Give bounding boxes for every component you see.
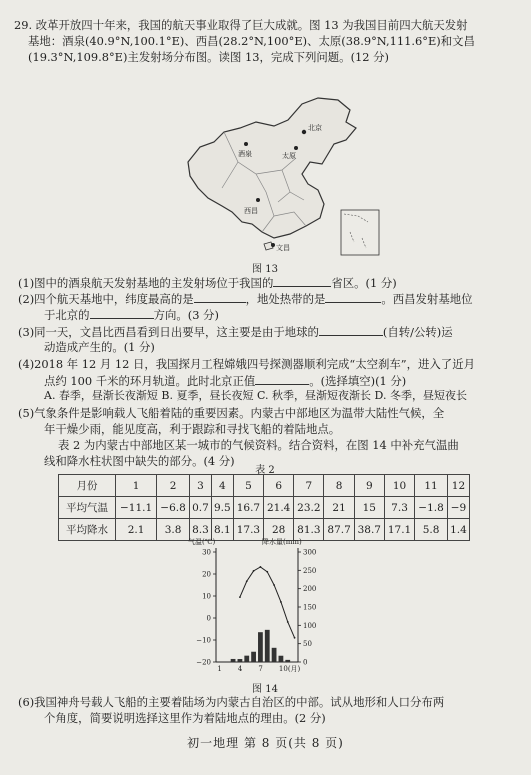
chart-x-tick-label-3: 10(月) xyxy=(278,665,301,673)
precip-bar-7 xyxy=(258,632,263,662)
q1-text-a: (1)图中的酒泉航天发射基地的主发射场位于我国的 xyxy=(18,276,274,290)
q5-line2: 年干燥少雨，能见度高，利于跟踪和寻找飞船的着陆地点。 xyxy=(44,422,341,436)
temp-point-11 xyxy=(287,621,289,623)
jiuquan-marker xyxy=(244,142,248,146)
beijing-marker xyxy=(302,130,306,134)
precip-bar-6 xyxy=(251,652,256,662)
q4-options: A. 春季，昼渐长夜渐短 B. 夏季，昼长夜短 C. 秋季，昼渐短夜渐长 D. 冬季，昼短夜长 xyxy=(44,389,467,402)
taiyuan-marker xyxy=(294,146,298,150)
chart-x-tick-label-0: 1 xyxy=(217,665,222,673)
climate-table xyxy=(58,474,470,541)
table-cell-precip-11: 5.8 xyxy=(415,519,448,541)
table-cell-month-12: 12 xyxy=(447,475,469,497)
table-cell-precip-5: 17.3 xyxy=(233,519,263,541)
table-cell-month-8: 8 xyxy=(324,475,354,497)
chart-right-tick-label-2: 200 xyxy=(303,585,317,594)
table-cell-temp-8: 21 xyxy=(324,497,354,519)
chart-left-tick-label-4: −10 xyxy=(196,636,211,645)
map-label-jiuquan: 酒泉 xyxy=(238,150,252,158)
temp-point-9 xyxy=(273,584,275,586)
table-cell-precip-4: 8.1 xyxy=(211,519,233,541)
q2-text-b: ，地处热带的是 xyxy=(245,292,326,306)
q6-line1: (6)我国神舟号载人飞船的主要着陆场为内蒙古自治区的中部。试从地形和人口分布两 xyxy=(18,695,445,709)
chart-left-tick-label-2: 10 xyxy=(202,592,211,601)
map-label-wenchang: 文昌 xyxy=(276,244,290,252)
q4-blank-season[interactable] xyxy=(255,373,309,385)
table-cell-month-3: 3 xyxy=(189,475,211,497)
page-footer: 初一地理 第 8 页(共 8 页) xyxy=(187,736,344,750)
q2-blank-highest-latitude[interactable] xyxy=(194,291,246,303)
temp-point-5 xyxy=(246,580,248,582)
table-cell-precip-9: 38.7 xyxy=(354,519,384,541)
table-cell-temp-9: 15 xyxy=(354,497,384,519)
chart-ylabel-left: 气温(℃) xyxy=(188,538,216,546)
q2-blank-direction[interactable] xyxy=(90,307,154,319)
q3-line2: 动造成产生的。(1 分) xyxy=(44,340,155,354)
q2-text-e: 方向。(3 分) xyxy=(153,308,219,322)
chart-x-tick-label-1: 4 xyxy=(237,665,243,673)
xichang-marker xyxy=(256,198,260,202)
temp-point-10 xyxy=(280,601,282,603)
chart-right-tick-label-1: 250 xyxy=(303,566,317,575)
precip-bar-9 xyxy=(272,648,277,662)
table-cell-month-4: 4 xyxy=(211,475,233,497)
table-cell-month-1: 1 xyxy=(116,475,157,497)
table-cell-temp-2: −6.8 xyxy=(157,497,190,519)
q1-line xyxy=(18,275,519,290)
precip-bar-4 xyxy=(238,659,243,662)
chart-right-tick-label-6: 0 xyxy=(303,658,308,667)
q2-text-c: 。西昌发射基地位 xyxy=(381,292,473,306)
table-precip-label: 平均降水 xyxy=(59,519,116,541)
question-intro-line2: 基地：酒泉(40.9°N,100.1°E)、西昌(28.2°N,100°E)、太原(38.9°N,111.6°E)和文昌 xyxy=(28,34,475,48)
table-cell-month-10: 10 xyxy=(384,475,414,497)
q2-text-a: (2)四个航天基地中，纬度最高的是 xyxy=(18,292,194,306)
precip-bar-5 xyxy=(244,656,249,662)
table-cell-month-11: 11 xyxy=(415,475,448,497)
temp-curve xyxy=(240,567,295,638)
wenchang-marker xyxy=(271,243,275,247)
temp-point-8 xyxy=(266,571,268,573)
table-cell-temp-11: −1.8 xyxy=(415,497,448,519)
chart-left-tick-label-0: 30 xyxy=(202,548,211,557)
temp-point-7 xyxy=(260,566,262,568)
chart-ylabel-right: 降水量(mm) xyxy=(262,538,302,546)
chart-right-tick-label-0: 300 xyxy=(303,548,317,557)
q3-line1 xyxy=(18,324,519,339)
table-row-temp xyxy=(59,497,470,519)
south-china-sea-inset xyxy=(341,210,379,255)
q3-text-a: (3)同一天，文昌比西昌看到日出要早，这主要是由于地球的 xyxy=(18,325,319,339)
china-outline xyxy=(188,98,356,238)
table-caption: 表 2 xyxy=(255,465,275,476)
temp-point-6 xyxy=(253,570,255,572)
table-cell-temp-6: 21.4 xyxy=(264,497,294,519)
table-cell-precip-1: 2.1 xyxy=(116,519,157,541)
precip-bar-11 xyxy=(285,660,290,662)
precip-bar-10 xyxy=(279,656,284,662)
q4-text-c: 。(选择填空)(1 分) xyxy=(309,374,407,388)
table-cell-precip-7: 81.3 xyxy=(294,519,324,541)
q2-line1 xyxy=(18,291,519,306)
q2-line2 xyxy=(44,307,519,322)
table-cell-temp-1: −11.1 xyxy=(116,497,157,519)
table-cell-temp-3: 0.7 xyxy=(189,497,211,519)
table-cell-precip-6: 28 xyxy=(264,519,294,541)
table-temp-label: 平均气温 xyxy=(59,497,116,519)
q1-blank-province[interactable] xyxy=(273,275,331,287)
q5-line1: (5)气象条件是影响载人飞船着陆的重要因素。内蒙古中部地区为温带大陆性气候，全 xyxy=(18,406,445,420)
china-map-figure xyxy=(178,92,383,257)
question-intro-line3: (19.3°N,109.8°E)主发射场分布图。读图 13，完成下列问题。(12 分) xyxy=(28,50,389,64)
table-cell-precip-12: 1.4 xyxy=(447,519,469,541)
q4-line2 xyxy=(44,373,519,388)
table-cell-month-5: 5 xyxy=(233,475,263,497)
chart-left-tick-label-5: −20 xyxy=(196,658,211,667)
table-cell-month-6: 6 xyxy=(264,475,294,497)
q3-blank-rotation[interactable] xyxy=(319,324,383,336)
precip-bar-3 xyxy=(231,659,236,662)
table-cell-temp-10: 7.3 xyxy=(384,497,414,519)
table-header-label: 月份 xyxy=(59,475,116,497)
chart-left-tick-label-1: 20 xyxy=(202,570,211,579)
q4-text-b: 点约 100 千米的环月轨道。此时北京正值 xyxy=(44,374,256,388)
table-cell-temp-12: −9 xyxy=(447,497,469,519)
q6-line2: 个角度，简要说明选择这里作为着陆地点的理由。(2 分) xyxy=(44,711,326,725)
table-cell-temp-7: 23.2 xyxy=(294,497,324,519)
table-row-months xyxy=(59,475,470,497)
temp-point-4 xyxy=(239,596,241,598)
table-cell-precip-2: 3.8 xyxy=(157,519,190,541)
q5-line4: 线和降水柱状图中缺失的部分。(4 分) xyxy=(44,454,235,468)
q1-text-b: 省区。(1 分) xyxy=(331,276,397,290)
chart-right-tick-label-5: 50 xyxy=(303,640,312,649)
climate-chart-svg xyxy=(186,534,326,678)
chart-caption: 图 14 xyxy=(252,684,278,695)
chart-right-tick-label-4: 100 xyxy=(303,621,317,630)
chart-right-tick-label-3: 150 xyxy=(303,603,317,612)
climate-chart xyxy=(186,534,326,678)
map-label-taiyuan: 太原 xyxy=(282,152,296,160)
q2-blank-tropical[interactable] xyxy=(325,291,381,303)
q4-line1: (4)2018 年 12 月 12 日，我国探月工程嫦娥四号探测器顺利完成“太空刹车”，进入了近月 xyxy=(18,357,475,371)
map-label-beijing: 北京 xyxy=(308,124,322,132)
map-caption: 图 13 xyxy=(252,264,278,275)
question-intro-line1: 29. 改革开放四十年来，我国的航天事业取得了巨大成就。图 13 为我国目前四大航天发射 xyxy=(14,18,468,32)
table-cell-month-7: 7 xyxy=(294,475,324,497)
china-map xyxy=(178,92,383,257)
table-cell-precip-8: 87.7 xyxy=(324,519,354,541)
q2-text-d: 于北京的 xyxy=(44,308,90,322)
map-label-xichang: 西昌 xyxy=(244,207,258,215)
q5-line3: 表 2 为内蒙古中部地区某一城市的气候资料。结合资料，在图 14 中补充气温曲 xyxy=(58,438,459,452)
q3-text-b: (自转/公转)运 xyxy=(382,325,453,339)
table-cell-month-2: 2 xyxy=(157,475,190,497)
chart-left-tick-label-3: 0 xyxy=(206,614,211,623)
precip-bar-8 xyxy=(265,630,270,662)
temp-point-12 xyxy=(294,637,296,639)
table-cell-precip-3: 8.3 xyxy=(189,519,211,541)
table-cell-temp-4: 9.5 xyxy=(211,497,233,519)
table-cell-temp-5: 16.7 xyxy=(233,497,263,519)
chart-x-tick-label-2: 7 xyxy=(258,665,263,673)
table-cell-precip-10: 17.1 xyxy=(384,519,414,541)
table-cell-month-9: 9 xyxy=(354,475,384,497)
